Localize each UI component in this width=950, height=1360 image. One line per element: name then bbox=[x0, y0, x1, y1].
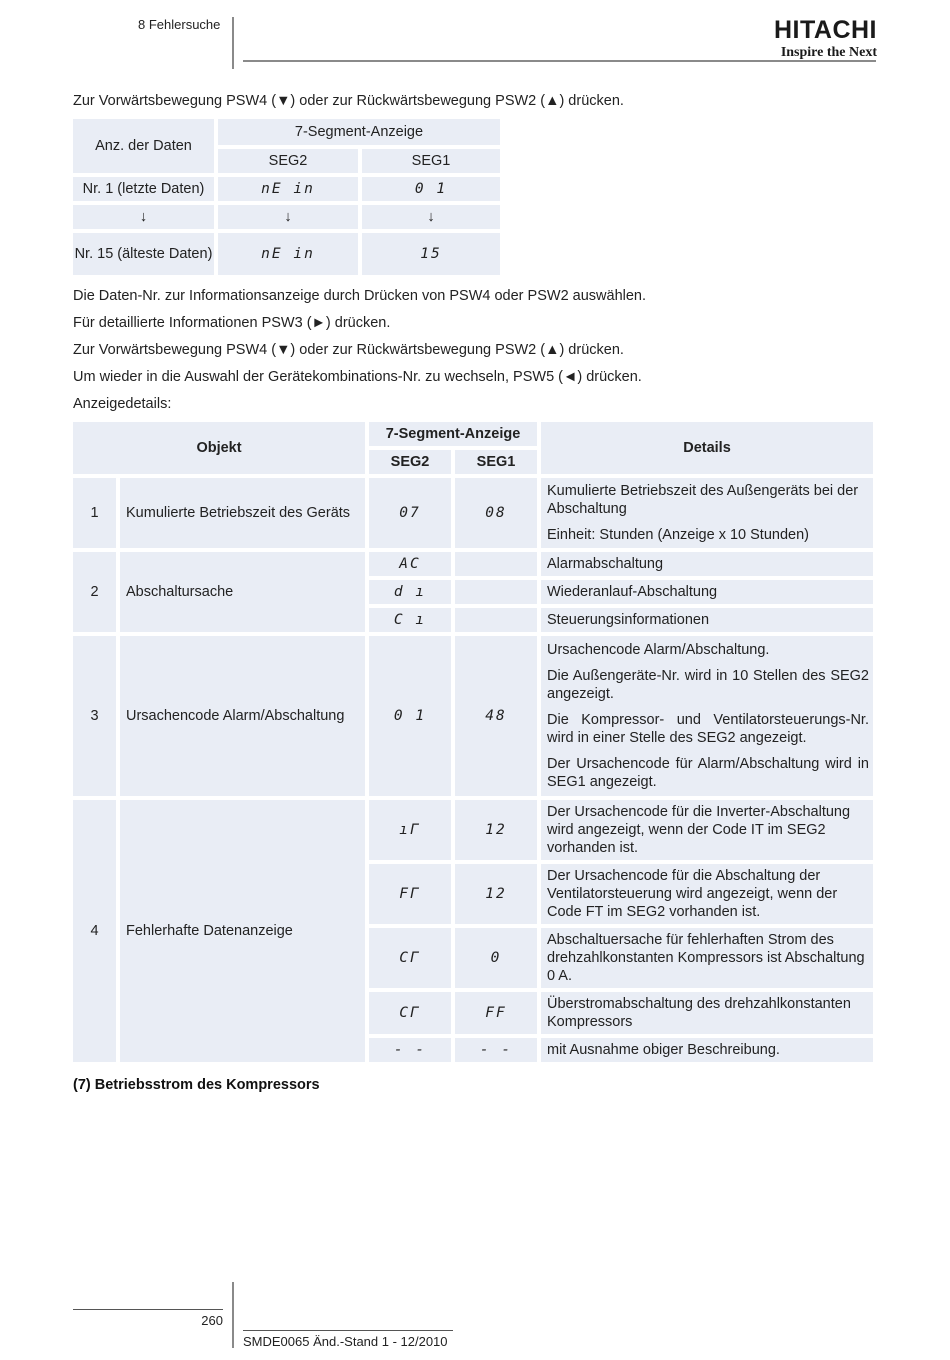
t2-r4b-detail-text: Der Ursachencode für die Abschaltung der Ventilatorsteuerung wird angezeigt, wenn der Code FT im SEG2 vorhanden ist. bbox=[547, 868, 838, 920]
t2-r4e-detail: mit Ausnahme obiger Beschreibung. bbox=[541, 1038, 873, 1062]
t2-r4a-detail-text: Der Ursachencode für die Inverter-Abschaltung wird angezeigt, wenn der Code IT im SEG2 vorhanden ist. bbox=[547, 804, 851, 856]
data-number-table bbox=[69, 115, 504, 279]
t1-row1-seg2: nE in bbox=[218, 177, 358, 201]
t2-r1-detail-1: Kumulierte Betriebszeit des Außengeräts bei der Abschaltung bbox=[547, 483, 859, 517]
t2-r4d-detail bbox=[541, 992, 873, 1034]
t2-r3-seg1: 48 bbox=[455, 636, 537, 796]
t1-row3-seg1: 15 bbox=[362, 233, 500, 275]
t1-row2-seg2: ↓ bbox=[218, 205, 358, 229]
t2-r4c-seg2: CΓ bbox=[369, 928, 451, 988]
t2-r1-seg2: 07 bbox=[369, 478, 451, 548]
t2-r3-detail-1: Ursachencode Alarm/Abschaltung. bbox=[547, 642, 770, 658]
t2-r4c-detail bbox=[541, 928, 873, 988]
t2-r3-details bbox=[541, 636, 873, 796]
t2-r4e-seg2: - - bbox=[369, 1038, 451, 1062]
t2-header-seg1: SEG1 bbox=[455, 450, 537, 474]
table-row bbox=[73, 233, 500, 275]
t2-r2a-detail: Alarmabschaltung bbox=[541, 552, 873, 576]
brand-logo bbox=[757, 18, 877, 60]
t2-r4b-seg1: 12 bbox=[455, 864, 537, 924]
t1-row3-seg2: nE in bbox=[218, 233, 358, 275]
t2-r4d-detail-text: Überstromabschaltung des drehzahlkonstanten Kompressors bbox=[547, 996, 851, 1030]
t2-r3-num: 3 bbox=[73, 636, 116, 796]
document-id: SMDE0065 Änd.-Stand 1 - 12/2010 bbox=[243, 1334, 448, 1349]
t1-row2-seg1: ↓ bbox=[362, 205, 500, 229]
t2-r2c-seg1 bbox=[455, 608, 537, 632]
t2-r4d-seg2: CΓ bbox=[369, 992, 451, 1034]
t2-r3-object: Ursachencode Alarm/Abschaltung bbox=[120, 636, 365, 796]
t2-r4a-seg1: 12 bbox=[455, 800, 537, 860]
table-row bbox=[73, 177, 500, 201]
page-number: 260 bbox=[201, 1313, 223, 1328]
t2-r2-object: Abschaltursache bbox=[120, 552, 365, 632]
t2-r4c-detail-text: Abschaltuersache für fehlerhaften Strom des drehzahlkonstanten Kompressors ist Abschaltung 0 A. bbox=[547, 932, 865, 984]
t2-r4-object: Fehlerhafte Datenanzeige bbox=[120, 800, 365, 1062]
t2-r2a-seg1 bbox=[455, 552, 537, 576]
paragraph-navigation: Zur Vorwärtsbewegung PSW4 (▼) oder zur Rückwärtsbewegung PSW2 (▲) drücken. bbox=[73, 342, 624, 358]
t2-r1-num: 1 bbox=[73, 478, 116, 548]
t2-r1-object: Kumulierte Betriebszeit des Geräts bbox=[120, 478, 365, 548]
table-row bbox=[73, 205, 500, 229]
t1-row1-label: Nr. 1 (letzte Daten) bbox=[73, 177, 214, 201]
footer-rule-left bbox=[73, 1309, 223, 1310]
t2-r1-seg1: 08 bbox=[455, 478, 537, 548]
paragraph-display-details: Anzeigedetails: bbox=[73, 396, 172, 412]
t2-r4a-seg2: ıΓ bbox=[369, 800, 451, 860]
t2-r2b-seg2: d ı bbox=[369, 580, 451, 604]
t2-r2c-detail: Steuerungsinformationen bbox=[541, 608, 873, 632]
t1-row1-seg1: 0 1 bbox=[362, 177, 500, 201]
t1-header-seg2: SEG2 bbox=[218, 149, 358, 173]
t2-r3-detail-2: Die Außengeräte-Nr. wird in 10 Stellen des SEG2 angezeigt. bbox=[547, 668, 869, 702]
header-rule bbox=[243, 60, 876, 62]
t1-header-count: Anz. der Daten bbox=[73, 119, 214, 173]
footer-divider bbox=[232, 1282, 234, 1348]
t2-r3-detail-4: Der Ursachencode für Alarm/Abschaltung wird in SEG1 angezeigt. bbox=[547, 756, 869, 790]
t2-r4c-seg1: 0 bbox=[455, 928, 537, 988]
brand-logo-name: HITACHI bbox=[773, 16, 877, 44]
t2-r2-num: 2 bbox=[73, 552, 116, 632]
t2-r3-seg2: 0 1 bbox=[369, 636, 451, 796]
t2-header-details: Details bbox=[541, 422, 873, 474]
header-divider bbox=[232, 17, 234, 69]
t2-r1-detail-2: Einheit: Stunden (Anzeige x 10 Stunden) bbox=[547, 527, 809, 543]
paragraph-return: Um wieder in die Auswahl der Gerätekombinations-Nr. zu wechseln, PSW5 (◄) drücken. bbox=[73, 369, 642, 385]
display-details-table bbox=[69, 418, 877, 1066]
section-heading: (7) Betriebsstrom des Kompressors bbox=[73, 1077, 320, 1093]
t2-r2b-detail: Wiederanlauf-Abschaltung bbox=[541, 580, 873, 604]
t2-r2a-seg2: AC bbox=[369, 552, 451, 576]
paragraph-details: Für detaillierte Informationen PSW3 (►) drücken. bbox=[73, 315, 391, 331]
table-row bbox=[73, 800, 873, 860]
table-row bbox=[73, 552, 873, 576]
t2-header-segment: 7-Segment-Anzeige bbox=[369, 422, 537, 446]
t2-header-seg2: SEG2 bbox=[369, 450, 451, 474]
t2-r4a-detail bbox=[541, 800, 873, 860]
table-row bbox=[73, 636, 873, 796]
t2-header-object: Objekt bbox=[73, 422, 365, 474]
t1-row3-label: Nr. 15 (älteste Daten) bbox=[73, 233, 214, 275]
paragraph-select-data: Die Daten-Nr. zur Informationsanzeige durch Drücken von PSW4 oder PSW2 auswählen. bbox=[73, 288, 647, 304]
section-label: 8 Fehlersuche bbox=[138, 17, 221, 32]
t2-r2b-seg1 bbox=[455, 580, 537, 604]
t2-r4-num: 4 bbox=[73, 800, 116, 1062]
t2-r1-details bbox=[541, 478, 873, 548]
footer-rule-right bbox=[243, 1330, 453, 1331]
t1-row2-label: ↓ bbox=[73, 205, 214, 229]
t2-r2c-seg2: C ı bbox=[369, 608, 451, 632]
t2-r3-detail-3: Die Kompressor- und Ventilatorsteuerungs-Nr. wird in einer Stelle des SEG2 angezeigt. bbox=[547, 712, 869, 746]
t1-header-seg1: SEG1 bbox=[362, 149, 500, 173]
table-row bbox=[73, 478, 873, 548]
t2-r4e-seg1: - - bbox=[455, 1038, 537, 1062]
t2-r4b-seg2: FΓ bbox=[369, 864, 451, 924]
t1-header-segment: 7-Segment-Anzeige bbox=[218, 119, 500, 145]
t2-r4d-seg1: FF bbox=[455, 992, 537, 1034]
t2-r4b-detail bbox=[541, 864, 873, 924]
intro-line: Zur Vorwärtsbewegung PSW4 (▼) oder zur Rückwärtsbewegung PSW2 (▲) drücken. bbox=[73, 93, 624, 109]
brand-logo-tagline: Inspire the Next bbox=[780, 45, 877, 60]
